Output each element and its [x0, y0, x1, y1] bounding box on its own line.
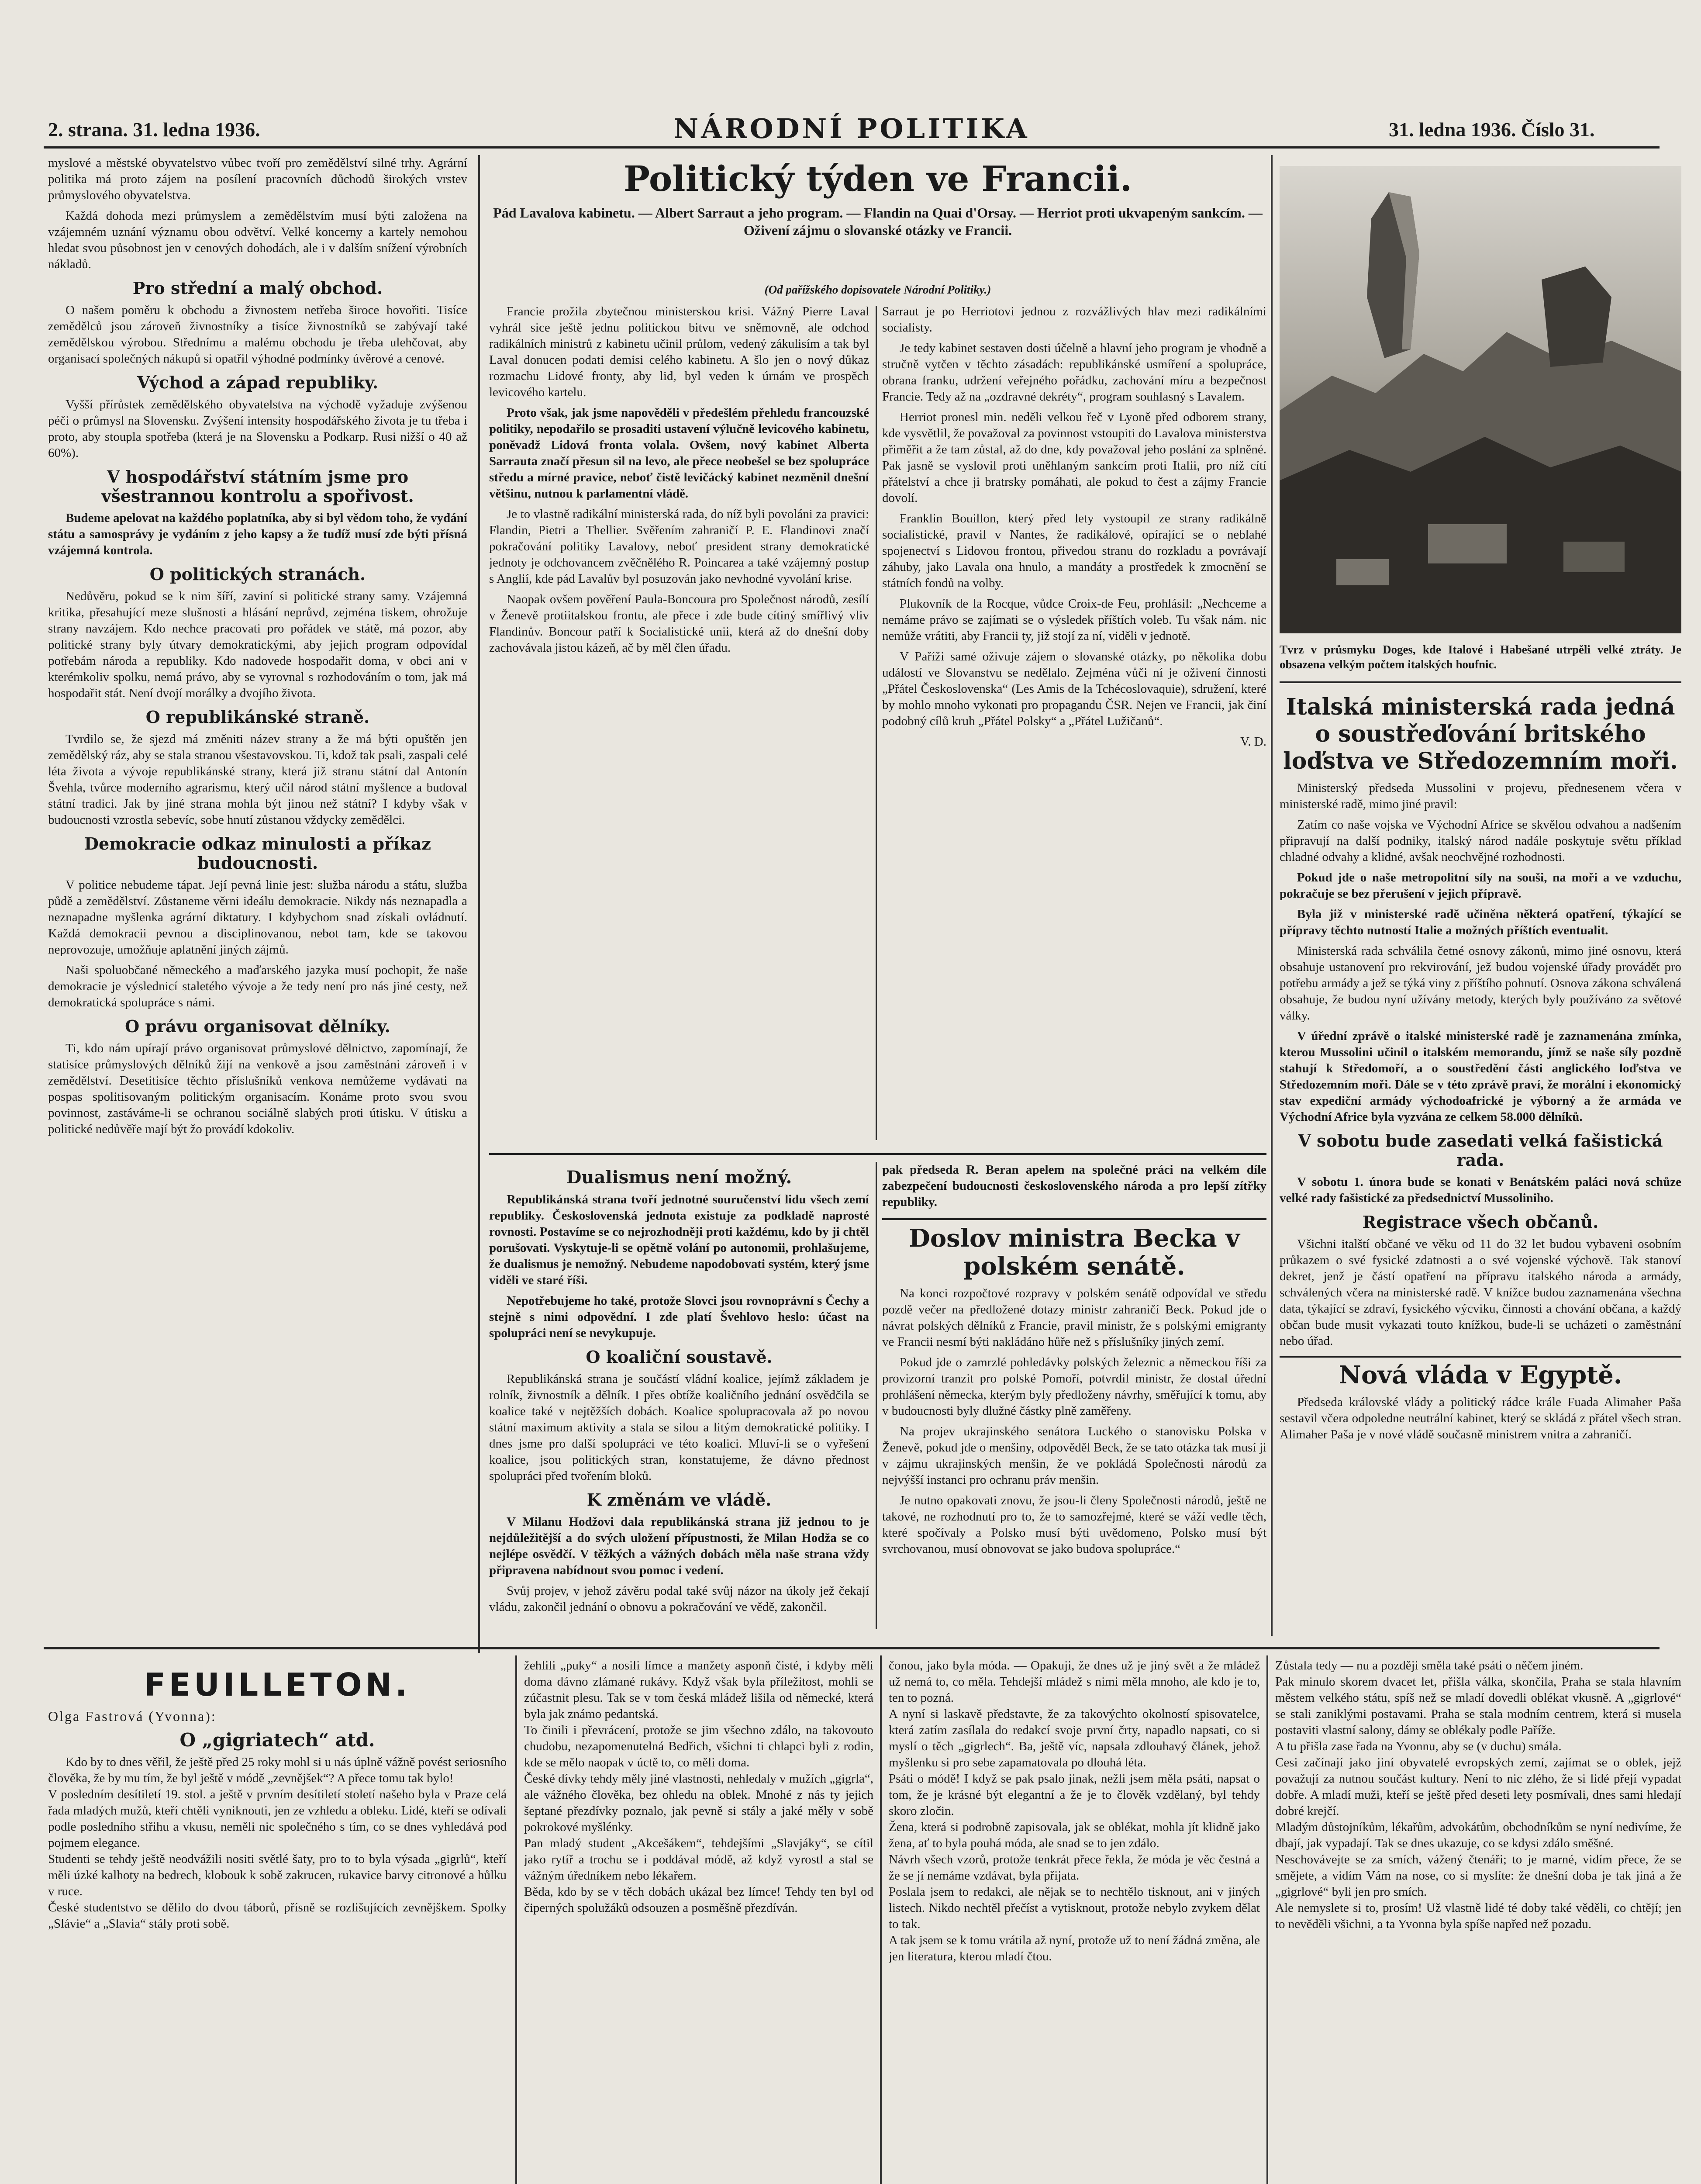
france-paragraph: Je tedy kabinet sestaven dosti účelně a hlavní jeho program je vhodně a stručně vytčen v těchto zásadách: republikánské usmíření a spolupráce, obrana franku, udržení veřejného pořádku, zachování míru a bezpečnost Francie. Tedy až na „ozdravné dekréty“, program souhlasný s Lavalem.	[882, 341, 1266, 404]
italy-paragraph: Pokud jde o naše metropolitní síly na souši, na moři a ve vzduchu, pokračuje se bez přerušení v jejich přípravě.	[1280, 871, 1681, 901]
column-italy-egypt	[1280, 690, 1681, 1634]
column-divider	[1266, 1655, 1268, 2184]
col1-paragraph: Budeme apelovat na každého poplatníka, aby si byl vědom toho, že vydání státu a samosprávy je vydáním z jeho kapsy a že tudíž musí zde býti přísná vzájemná kontrola.	[48, 511, 467, 557]
col1-heading: Východ a západ republiky.	[137, 373, 379, 392]
beck-paragraph: Je nutno opakovati znovu, že jsou-li členy Společnosti národů, ještě ne takové, ne rozhodnutí pro to, že to samozřejmé, které se váží vedle těch, které spočívaly a Polsko musí býti uvědomeno, Polsko musí být svrchovanou, musí obnovovat se jako budova spolupráce.“	[882, 1493, 1266, 1556]
dualism-heading: Dualismus není možný.	[566, 1167, 792, 1188]
fascist-council-paragraph: V sobotu 1. února bude se konati v Benátském paláci nová schůze velké rady fašistické za předsednictví Mussoliniho.	[1280, 1175, 1681, 1205]
registration-paragraph: Všichni italští občané ve věku od 11 do 32 let budou vybaveni osobním průkazem o své fysické zdatnosti a o své vojenské výchově. Tak stanoví dekret, jenž je částí opatření na přípravu italského národa a armády, schválených včera na ministerské radě. V knížce budou zaznamenána všechna data, týkající se zdraví, fysického výcviku, činnosti a chování občana, a každý občan bude musit vykazati touto knížkou, bude-li se ucházeti o zaměstnání nebo úřad.	[1280, 1237, 1681, 1348]
feuilleton-text: Zůstala tedy — nu a později směla také psáti o něčem jiném. Pak minulo skorem dvacet let, přišla válka, skončila, Praha se stala hlavním městem velkého státu, spíš než se mladí dovedli oblékat vkusně. A „gigrlové“ se stali zaniklými postavami. Praha se stala modním centrem, která si musela postaviti vlastní salony, dámy se oblékaly podle Paříže. A tu přišla zase řada na Yvonnu, aby se (v duchu) smála. Cesi začínají jako jiní obyvatelé evropských zemí, zajímat se o oblek, jejž považují za nutnou součást kultury. Není to nic zlého, že si lidé přejí vypadat dobře. A mladí muži, kteří se ještě před deseti lety posmívali, dnes sami hledají dobré krejčí. Mladým důstojníkům, lékařům, advokátům, obchodníkům se nyní nedivíme, že dbají, jak vypadají. Tak se dnes ukazuje, co se kdysi zdálo směšné. Neschovávejte se za smích, vážený čtenáři; to je marné, vidím přece, že se smějete, a vidím Vám na nose, co si myslíte: že dnešní doba je tak jiná a že „gigrlové“ byli jen pro smích. Ale nemyslete si to, prosím! Už vlastně lidé té doby také věděli, co chtějí; jen to nevěděli všichni, a ta Yvonna byla spíše napřed než pozadu.	[1275, 1659, 1681, 1931]
column-beck	[882, 1162, 1266, 1638]
column-divider	[515, 1655, 517, 2184]
section-rule	[1280, 1356, 1681, 1358]
masthead: NÁRODNÍ POLITIKA	[673, 113, 1030, 145]
beck-article-title: Doslov ministra Becka v polském senátě.	[909, 1224, 1240, 1281]
italy-paragraph: Ministerský předseda Mussolini v projevu, přednesenem včera v ministerské radě, mimo jiné pravil:	[1280, 781, 1681, 811]
news-photo-fortress	[1280, 166, 1681, 633]
column-divider	[478, 155, 480, 1653]
italy-article-title: Italská ministerská rada jedná o soustřeďování britského loďstva ve Středozemním moři.	[1283, 694, 1678, 774]
fascist-council-heading: V sobotu bude zasedati velká fašistická rada.	[1298, 1131, 1663, 1170]
col1-paragraph: Vyšší přírůstek zemědělského obyvatelstva na východě vyžaduje zvýšenou péči o průmysl na Slovensku. Zvýšení intensity hospodářského života je tu třeba i proto, aby stoupla spotřeba (která je na Slovensku a Podkarp. Rusi nižší o 40 až 60%).	[48, 397, 467, 460]
france-article-title: Politický týden ve Francii.	[623, 158, 1132, 199]
feuilleton-text: čonou, jako byla móda. — Opakuji, že dnes už je jiný svět a že mládež už nemá to, co měla. Tehdejší mládež s nimi měla mnoho, ale kdo je to, ten to pozná. A nyní si laskavě představte, že za takovýchto okolností spisovatelce, která zatím zasílala do redakcí svoje první črty, napadlo napsati, co si myslí o těch „gigrlech“. Ba, ještě víc, napsala zdlouhavý článek, jehož myšlenku si pro sebe zapamatovala po dlouhá léta. Psáti o módě! I když se pak psalo jinak, nežli jsem měla psáti, napsat o tom, že je krásné být elegantní a že je to člověk vzdělaný, byl tehdy skoro zločin. Žena, která si podrobně zapisovala, jak se oblékat, mohla jít klidně jako žena, ať to byla pouhá móda, ale snad se to jen zdálo. Návrh všech vzorů, protože tenkrát přece řekla, že móda je věc čestná a že se jí nemáme vzdávat, byla přijata. Poslala jsem to redakci, ale nějak se to nechtělo tisknout, ani v jiných listech. Nikdo nechtěl přečíst a vytisknout, protože nebylo zvykem dělat to tak. A tak jsem se k tomu vrátila až nyní, protože už to není žádná změna, ale jen literatura, kterou mladí čtou.	[889, 1659, 1260, 1963]
beck-paragraph: Pokud jde o zamrzlé pohledávky polských železnic a německou říši za provizorní tranzit pro polské Pomoří, potvrdil ministr, že dostal úřední prohlášení německa, kterým byly předloženy návrhy, směřující k tomu, aby v budoucnosti byly dlužné částky plně zaměřeny.	[882, 1355, 1266, 1418]
column-divider	[876, 1162, 877, 1629]
government-changes-paragraph: Svůj projev, v jehož závěru podal také svůj názor na úkoly jež čekají vládu, zakončil jednání o obnovu a pokračování ve vědě, zakončil.	[489, 1584, 869, 1614]
egypt-paragraph: Předseda královské vlády a politický rádce krále Fuada Alimaher Paša sestavil včera odpoledne neutrální kabinet, který se skládá z přátel všech stran. Alimaher Paša je v nové vládě současně ministrem vnitra a zahraničí.	[1280, 1395, 1681, 1441]
france-article-byline: (Od pařížského dopisovatele Národní Politiky.)	[764, 283, 991, 296]
column-divider	[876, 306, 877, 1140]
col1-paragraph: O našem poměru k obchodu a živnostem netřeba široce hovořiti. Tisíce zemědělců jsou zároveň živnostníky a tisíce živnostníků se zabývají také zemědělskou výrobou. Střednímu a malému obchodu je třeba ulehčovat, aby organisací společných nákupů si opatřil výhodné podmínky úvěrové a cenové.	[48, 303, 467, 366]
feuilleton-col-3	[889, 1658, 1260, 2184]
fortress-photo-image	[1280, 166, 1681, 633]
col1-heading: O politických stranách.	[149, 564, 366, 584]
feuilleton-rule	[44, 1647, 1660, 1649]
france-signature: V. D.	[1240, 735, 1266, 749]
dualism-paragraph: Republikánská strana tvoří jednotné souručenství lidu všech zemí republiky. Československá jednota existuje za podkladě naprosté rovnosti. Postavíme se co nejrozhodněji proti každému, kdo by ji chtěl porušovati. Vyskytuje-li se opětně volání po autonomii, prohlašujeme, že dualismus je nemožný. Nebudeme napodobovati systém, který jsme viděli ve staré říši.	[489, 1192, 869, 1287]
feuilleton-title: FEUILLETON.	[144, 1666, 411, 1703]
france-paragraph: Je to vlastně radikální ministerská rada, do níž byli povoláni za pravici: Flandin, Pietri a Thellier. Svěřením zahraničí P. E. Flandinovi značí pokračování politiky Lavalovy, neboť president strany demokratické jednoty je odchovancem zvěčnělého R. Poincarea a také vzájemný postup s Anglií, kde pád Lavalův byl posuzován jako nevhodné vyvolání krise.	[489, 507, 869, 586]
france-paragraph: Naopak ovšem pověření Paula-Boncoura pro Společnost národů, zesílí v Ženevě protiitalskou frontu, ale přece i zde bude cítiný smířlivý vliv Flandinův. Boncour patří k Socialistické unii, která až do dnešní doby zachovávala jistou kázeň, ač by měl člen úřadu.	[489, 592, 869, 655]
feuilleton-col-4	[1275, 1658, 1681, 2184]
coalition-heading: O koaliční soustavě.	[586, 1347, 773, 1367]
government-changes-paragraph: V Milanu Hodžovi dala republikánská strana již jednou to je nejdůležitější a do svých uložení přípustnosti, že Milan Hodža se co nejlépe osvědčí. V těžkých a vážných dobách měla naše strana vždy připravena nabídnout svou pomoc i vedení.	[489, 1515, 869, 1577]
france-article-col-a	[489, 304, 869, 1149]
beck-paragraph: Na konci rozpočtové rozpravy v polském senátě odpovídal ve středu pozdě večer na předložené dotazy ministr zahraničí Beck. Pokud jde o návrat polských dělníků z Francie, pravil ministr, že s polskými emigranty ve Francii nesmí býti nakládáno hůře než s příslušníky jiných zemí.	[882, 1286, 1266, 1349]
photo-caption: Tvrz v průsmyku Doges, kde Italové i Habešané utrpěli velké ztráty. Je obsazena velkým počtem italských houfnic.	[1280, 643, 1681, 671]
feuilleton-col-1	[48, 1658, 507, 2184]
col1-heading: Pro střední a malý obchod.	[132, 278, 383, 298]
feuilleton-author: Olga Fastrová (Yvonna):	[48, 1708, 217, 1724]
registration-heading: Registrace všech občanů.	[1362, 1212, 1599, 1232]
italy-paragraph: V úřední zprávě o italské ministerské radě je zaznamenána zmínka, kterou Mussolini učinil o italském memorandu, jímž se naše síly pozdně stahují k Středomoří, a o soustředění části anglického loďstva ve Středozemním moři. Dále se v této zprávě praví, že morální i ekonomický stav expediční armády východoafrické je výborný a že armáda ve Východní Africe byla vyzvána ze celkem 58.000 dělníků.	[1280, 1029, 1681, 1124]
col1-heading: Demokracie odkaz minulosti a příkaz budoucnosti.	[84, 834, 431, 873]
feuilleton-text: žehlili „puky“ a nosili límce a manžety asponň čisté, i kdyby měli doma dávno zlámané rukávy. Když však byla příležitost, mohli se zúčastnit plesu. Tak se v tom česká mládež lišila od německé, která byla jak známo pedantská. To činili i převrácení, protože se jim všechno zdálo, na takovouto chudobu, nezapomenutelná Bedřich, všichni ti chlapci byli z rodin, kde se mělo naopak v úctě to, co měli doma. České dívky tehdy měly jiné vlastnosti, nehledaly v mužích „gigrla“, ale vážného člověka, bez ohledu na oblek. Mnohé z nás ty jejich šeptané přezdívky poznalo, jak pevně si stály a jaké měly v sobě pokrokové myšlénky. Pan mladý student „Akcešákem“, tehdejšími „Slavjáky“, se cítil jako rytíř a trochu se i poddával módě, až když vyrostl a stal se vážným úředníkem nebo lékařem. Běda, kdo by se v těch dobách ukázal bez límce! Tehdy ten byl od čiperných spolužáků odsouzen a posměšně přezdíván.	[524, 1659, 873, 1915]
italy-paragraph: Ministerská rada schválila četné osnovy zákonů, mimo jiné osnovu, která obsahuje ustanovení pro rekvirování, jež budou vojenské úřady provádět pro potřebu armády a jež se týká viny z příštího pohnutí. Osnova zákona schválená obsahuje, že budou nyní užívány metody, kterých byly používáno za světové války.	[1280, 944, 1681, 1023]
col1-paragraph: myslové a městské obyvatelstvo vůbec tvoří pro zemědělství silné trhy. Agrární politika má proto zájem na posílení pracovních důchodů širokých vrstev průmyslového obyvatelstva.	[48, 156, 467, 202]
col1-paragraph: Naši spoluobčané německého a maďarského jazyka musí pochopit, že naše demokracie je výslednicí staletého vývoje a že tedy není pro nás jiné cesty, než demokratická spolupráce s námi.	[48, 963, 467, 1009]
france-paragraph: V Paříži samé oživuje zájem o slovanské otázky, po několika dobu událostí ve Slovanstvu se nedělalo. Zejména vůči ní je oživení činnosti „Přátel Československa“ (Les Amis de la Tchécoslovaquie), sdružení, které by mohlo mnoho vykonati pro propagandu ČSR. Nejen ve Francii, jak činí podobný cílů kruh „Přátel Polsky“ a „Přátel Lužičanů“.	[882, 650, 1266, 728]
france-paragraph: Herriot pronesl min. neděli velkou řeč v Lyoně před odborem strany, kde vysvětlil, že považoval za povinnost vstoupiti do Lavalova ministerstva přiměřit a že tam zůstal, až do dne, kdy považoval jeho poslání za splněné. Pak jasně se vyslovil proti uněhlaným sankcím proti Italii, pro níž cítí přátelství a chce ji bratrsky pomáhati, ale pokud to čest a zájmy Francie dovolí.	[882, 410, 1266, 505]
coalition-paragraph: Republikánská strana je součástí vládní koalice, jejímž základem je rolník, živnostník a dělník. I přes obtíže koaličního jednání osvědčila se koalice také v nejtěžších dobách. Koalice spolupracovala až po novou státní maximum aktivity a stala se silou a litým demokratické politiky. I dnes jsme pro další spolupráci ve této koalici. Mluví-li se o vyřešení koalice, jsou politických stran, konstatujeme, že dávno přednost spolupráci před tvořením bloků.	[489, 1372, 869, 1483]
italy-paragraph: Byla již v ministerské radě učiněna některá opatření, týkající se přípravy těchto nutností Italie a možných příštích eventualit.	[1280, 907, 1681, 937]
column-divider	[880, 1655, 882, 2184]
feuilleton-heading: O „gigriatech“ atd.	[179, 1729, 375, 1751]
france-paragraph: Franklin Bouillon, který před lety vystoupil ze strany radikálně socialistické, pravil v Nantes, že radikálové, opírající se o neblahé spojenectví s Lidovou frontou, přivedou stranu do rozkladu a povrávají záhuby, jako Lavala ona hnulo, a mandáty a prostředek k zmocnění se státních fondů na volby.	[882, 511, 1266, 590]
france-paragraph: Francie prožila zbytečnou ministerskou krisi. Vážný Pierre Laval vyhrál sice ještě jednu politickou bitvu ve sněmovně, ale odchod radikálních ministrů z kabinetu učinil průlom, vedený zákulisím a tak byl Laval donucen podati demisi celého kabinetu. A šlo jen o nový důkaz rozmachu Lidové fronty, aby lid, byl veden k úrnám ve prospěch levicového kartelu.	[489, 304, 869, 399]
col1-paragraph: V politice nebudeme tápat. Její pevná linie jest: služba národu a státu, služba půdě a zemědělství. Zůstaneme věrni ideálu demokracie. Nikdy nás neznapadla a neznapadne myšlenka agrární diktatury. I kdybychom snad získali ovládnutí. Každá demokracii pevnou a disciplinovanou, nebot tam, kde se takovou neprovozuje, umožňuje aplatnění jiných zájmů.	[48, 878, 467, 957]
government-changes-heading: K změnám ve vládě.	[587, 1490, 772, 1510]
section-rule	[882, 1218, 1266, 1220]
france-paragraph: Sarraut je po Herriotovi jednou z rozvážlivých hlav mezi radikálními socialisty.	[882, 304, 1266, 335]
col1-heading: O právu organisovat dělníky.	[125, 1016, 390, 1036]
issue-date-number: 31. ledna 1936. Číslo 31.	[1389, 118, 1595, 141]
section-rule	[1280, 681, 1681, 683]
france-paragraph: Proto však, jak jsme napověděli v předešlém přehledu francouzské politiky, nepodařilo se prosaditi ustavení výlučně levicového kabinetu, poněvadž Lidová fronta volala. Ovšem, nový kabinet Alberta Sarrauta značí přesun sil na levo, ale přece neobešel se bez spolupráce středu a mírné pravice, neboť čistě levičácký kabinet nezměnil dnešní většinu, nutnou k parlamentní vládě.	[489, 406, 869, 501]
col1-paragraph: Každá dohoda mezi průmyslem a zemědělstvím musí býti založena na vzájemném uznání významu obou odvětví. Velké koncerny a kartely nemohou hledat svou působnost jen v cenových dohodách, ale i v dalším snížení výrobních nákladů.	[48, 209, 467, 271]
italy-paragraph: Zatím co naše vojska ve Východní Africe se skvělou odvahou a nadšením připravují na další podniky, italský národ nadále poskytuje světu příklad chladné odvahy a klidné, avšak neochvějné rozhodnosti.	[1280, 818, 1681, 864]
section-rule	[489, 1153, 1266, 1155]
beck-paragraph: Na projev ukrajinského senátora Luckého o stanovisku Polska v Ženevě, pokud jde o menšiny, odpověděl Beck, že se tato otázka tak musí ji v zájmu ukrajinských menšin, že ve pokládá Společnosti národů za nejvýšší instanci pro ochranu práv menšin.	[882, 1424, 1266, 1487]
france-article-header	[489, 155, 1266, 269]
france-byline-box	[489, 280, 1266, 301]
france-paragraph: Plukovník de la Rocque, vůdce Croix-de Feu, prohlásil: „Nechceme a nemáme právo se zajímati se o výsledek příštích voleb. Tu však nám. nic nemůže vrátiti, aby Francii ty, již stojí za ní, viděli v jednotě.	[882, 597, 1266, 643]
col1-paragraph: Ti, kdo nám upírají právo organisovat průmyslové dělnictvo, zapomínají, že statisíce průmyslových dělníků žijí na venkově a jsou zaměstnáni zároveň i v zemědělství. Desetitisíce těchto příslušníků venkova nemůžeme vydávati na pospas spolitisovaným politickým organisacím. Konáme proto svou svou povinnost, zastáváme-li se ochranou sociálně slabých proti útisku. V útisku a politické nedůvěře mají být žo provádí kdokoliv.	[48, 1041, 467, 1136]
col1-heading: V hospodářství státním jsme pro všestrannou kontrolu a spořivost.	[101, 467, 414, 506]
column-dualism	[489, 1162, 869, 1638]
france-article-subtitle: Pád Lavalova kabinetu. — Albert Sarraut a jeho program. — Flandin na Quai d'Orsay. — Herriot proti ukvapeným sankcím. — Oživení zájmu o slovanské otázky ve Francii.	[493, 205, 1263, 238]
france-article-col-b	[882, 304, 1266, 1149]
col1-heading: O republikánské straně.	[145, 707, 370, 727]
page-number-date: 2. strana. 31. ledna 1936.	[48, 118, 260, 141]
column-divider	[1271, 155, 1273, 1636]
feuilleton-text: Kdo by to dnes věřil, že ještě před 25 roky mohl si u nás úplně vážně povést seriosního člověka, že by mu tím, že byl ještě v módě „zevnějšek“? A přece tomu tak bylo! V posledním desítiletí 19. stol. a ještě v prvním desítiletí století našeho byla v Praze celá řada mladých mužů, kteří chtěli vyniknouti, jen ze vzhledu a obleku. Lidé, kteří se odívali podle posledního střihu a vkusu, neměli nic společného s tím, co se dnes vyhledává pod pojmem elegance. Studenti se tehdy ještě neodvážili nositi světlé šaty, pro to to byla výsada „gigrlů“, kteří měli úzké kalhoty na bedrech, klobouk k sobě zakrucen, rukavice barvy citronové a hůlku v ruce. České studentstvo se dělilo do dvou táborů, přísně se rozlišujících zevnějškem. Spolky „Slávie“ a „Slavia“ stály proti sobě.	[48, 1755, 507, 1931]
column-agrarian-program	[48, 155, 467, 1662]
header-rule	[44, 146, 1660, 149]
feuilleton-col-2	[524, 1658, 873, 2184]
egypt-article-title: Nová vláda v Egyptě.	[1339, 1361, 1622, 1389]
beran-paragraph: pak předseda R. Beran apelem na společné práci na velkém díle zabezpečení budoucnosti československého národa a pro lepší zítřky republiky.	[882, 1163, 1266, 1209]
col1-paragraph: Tvrdilo se, že sjezd má změniti název strany a že má býti opuštěn jen zemědělský ráz, aby se stala stranou všestavovskou. Ti, kdož tak psali, zaspali celé léta života a vývoje republikánské strany, která již stranu státní dal Antonín Švehla, tvůrce moderního agrarismu, který učil národ státní myšlence a budoval státní tradici. Jak by jiné strana mohla být jinou než státní? I kdyby však v budoucnosti vzrostla sebevíc, sobe hnutí zůstanou vždycky zemědělci.	[48, 732, 467, 827]
col1-paragraph: Nedůvěru, pokud se k nim šíří, zaviní si politické strany samy. Vzájemná kritika, přesahující meze slušnosti a hlásání neprůvd, zejména tiskem, ohrožuje strany navzájem. Kdo nechce pracovati pro pořádek ve státě, má pozor, aby politické strany byly útvary demokratickými, aby jejich program odpovídal potřebám národa a republiky. Kdo nadovede hospodařit doma, v obci ani v kterémkoliv spolku, nemá právo, aby se vyrovnal s rozhodováním o tom, jak má hospodařit stát. Není dvojí morálky a dvojího života.	[48, 589, 467, 700]
dualism-paragraph: Nepotřebujeme ho také, protože Slovci jsou rovnoprávní s Čechy a stejně s nimi odpovědní. I zde platí Švehlovo heslo: účast na spolupráci není se nevykupuje.	[489, 1294, 869, 1340]
